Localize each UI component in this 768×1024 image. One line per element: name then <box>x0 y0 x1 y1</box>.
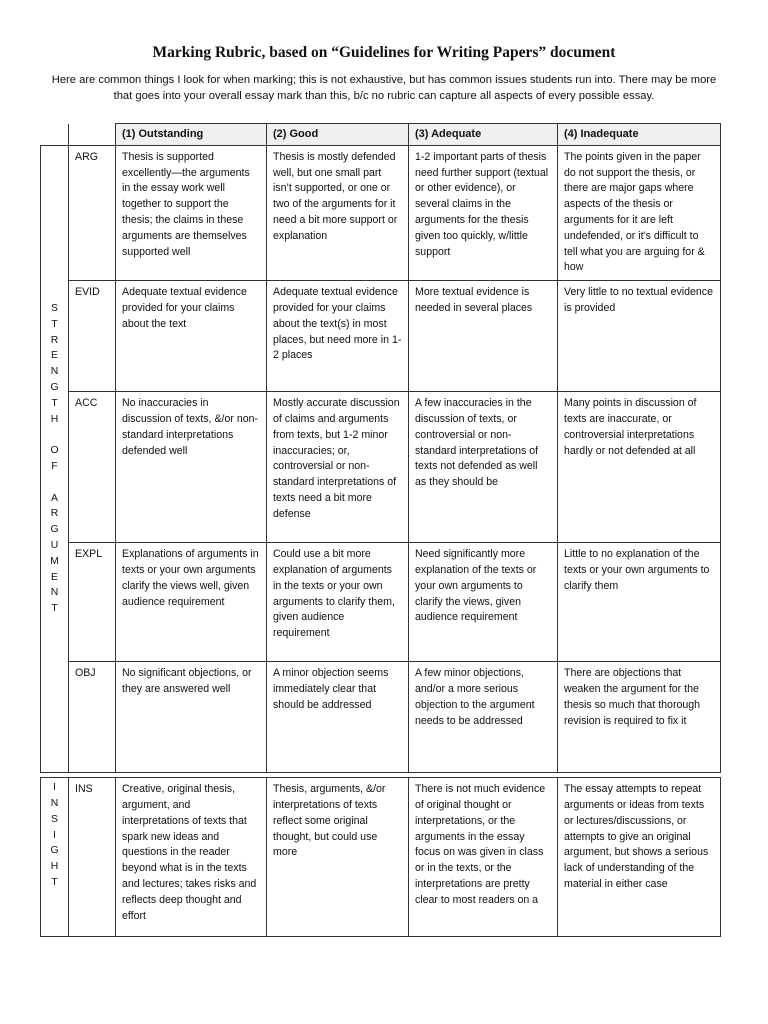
category-code: EVID <box>69 281 116 392</box>
header-blank <box>69 124 116 146</box>
vertical-letter: R <box>50 508 59 520</box>
vertical-letter: R <box>50 334 59 346</box>
vertical-letter: I <box>53 782 56 794</box>
table-cell: Could use a bit more explanation of arguments in the texts or your own arguments to clarify them, given audience requirement <box>267 543 409 662</box>
table-cell: A few inaccuracies in the discussion of texts, or controversial or non-standard interpretations of texts not defended as well as they should be <box>409 392 558 543</box>
vertical-letter: T <box>51 397 58 409</box>
table-cell: There is not much evidence of original thought or interpretations, or the arguments in the essay focus on was given in class or in the texts, or the interpretations are pretty clear to most readers on a <box>409 778 558 937</box>
vertical-letter <box>49 475 61 491</box>
vertical-letter: A <box>51 492 58 504</box>
table-cell: There are objections that weaken the argument for the thesis so much that thorough revision is required to fix it <box>558 662 721 773</box>
category-code: ARG <box>69 145 116 280</box>
vertical-letter: N <box>50 797 59 809</box>
vertical-letter: E <box>51 350 58 362</box>
table-cell: Mostly accurate discussion of claims and arguments from texts, but 1-2 minor inaccuracies; or, controversial or non-standard interpretations of texts need a bit more defense <box>267 392 409 543</box>
vertical-letter: E <box>51 571 58 583</box>
table-cell: Very little to no textual evidence is provided <box>558 281 721 392</box>
vertical-letter: S <box>51 813 58 825</box>
table-row <box>41 145 721 280</box>
vertical-letter: U <box>50 539 59 551</box>
rubric-table <box>40 123 721 937</box>
vertical-letter: M <box>50 555 59 567</box>
table-cell: Adequate textual evidence provided for your claims about the text <box>116 281 267 392</box>
table-cell: More textual evidence is needed in several places <box>409 281 558 392</box>
table-row <box>41 281 721 392</box>
table-cell: A few minor objections, and/or a more serious objection to the argument needs to be addressed <box>409 662 558 773</box>
header-row <box>41 124 721 146</box>
vertical-letter: T <box>51 318 58 330</box>
table-cell: Thesis is supported excellently—the arguments in the essay work well together to support the thesis; the claims in these arguments are themselves supported well <box>116 145 267 280</box>
table-row <box>41 778 721 937</box>
table-cell: The essay attempts to repeat arguments or ideas from texts or lectures/discussions, or attempts to give an original argument, but shows a serious lack of understanding of the material in either case <box>558 778 721 937</box>
vertical-label <box>49 301 61 617</box>
vertical-label <box>49 780 61 891</box>
vertical-letter <box>49 427 61 443</box>
vertical-letter: O <box>50 445 59 457</box>
column-header-good: (2) Good <box>267 124 409 146</box>
column-header-inadequate: (4) Inadequate <box>558 124 721 146</box>
vertical-letter: T <box>51 603 58 615</box>
vertical-letter: G <box>50 382 59 393</box>
category-code: INS <box>69 778 116 937</box>
table-cell: Creative, original thesis, argument, and interpretations of texts that spark new ideas and questions in the reader beyond what is in the texts and lectures; takes risks and reflects deep thought and effort <box>116 778 267 937</box>
vertical-letter: H <box>50 861 59 873</box>
group-label-strength-of-argument <box>41 145 69 772</box>
category-code: OBJ <box>69 662 116 773</box>
column-header-outstanding: (1) Outstanding <box>116 124 267 146</box>
table-row <box>41 543 721 662</box>
table-cell: No significant objections, or they are answered well <box>116 662 267 773</box>
table-row <box>41 662 721 773</box>
intro-paragraph: Here are common things I look for when marking; this is not exhaustive, but has common issues students run into. There may be more that goes into your overall essay mark than this, b/c no rubric can capture all aspects of every possible essay. <box>51 74 717 102</box>
table-cell: Thesis, arguments, &/or interpretations of texts reflect some original thought, but could use more <box>267 778 409 937</box>
table-row <box>41 392 721 543</box>
table-cell: 1-2 important parts of thesis need further support (textual or other evidence), or several claims in the arguments for the thesis given too quickly, w/little support <box>409 145 558 280</box>
vertical-letter: T <box>51 876 58 888</box>
vertical-letter: S <box>51 303 58 315</box>
vertical-letter: I <box>53 829 56 841</box>
table-cell: No inaccuracies in discussion of texts, &/or non-standard interpretations defended well <box>116 392 267 543</box>
table-cell: Little to no explanation of the texts or your own arguments to clarify them <box>558 543 721 662</box>
table-cell: Thesis is mostly defended well, but one small part isn’t supported, or one or two of the arguments for it need a bit more support or explanation <box>267 145 409 280</box>
category-code: ACC <box>69 392 116 543</box>
vertical-letter: G <box>50 524 59 536</box>
table-cell: Many points in discussion of texts are inaccurate, or controversial interpretations hardly or not defended at all <box>558 392 721 543</box>
table-cell: Need significantly more explanation of the texts or your own arguments to clarify the views, given audience requirement <box>409 543 558 662</box>
vertical-letter: N <box>50 587 59 599</box>
vertical-letter: N <box>50 366 59 378</box>
table-cell: Explanations of arguments in texts or your own arguments clarify the views well, given audience requirement <box>116 543 267 662</box>
category-code: EXPL <box>69 543 116 662</box>
group-label-insight <box>41 778 69 937</box>
column-header-adequate: (3) Adequate <box>409 124 558 146</box>
vertical-letter: H <box>50 413 59 425</box>
document-title: Marking Rubric, based on “Guidelines for Writing Papers” document <box>152 44 616 61</box>
header-blank <box>41 124 69 146</box>
vertical-letter: F <box>51 460 58 472</box>
table-cell: The points given in the paper do not support the thesis, or there are major gaps where aspects of the thesis or arguments for it are left undefended, or it’s difficult to tell what you are arguing for & how <box>558 145 721 280</box>
vertical-letter: G <box>50 845 59 857</box>
table-cell: A minor objection seems immediately clear that should be addressed <box>267 662 409 773</box>
table-cell: Adequate textual evidence provided for your claims about the text(s) in most places, but need more in 1-2 places <box>267 281 409 392</box>
